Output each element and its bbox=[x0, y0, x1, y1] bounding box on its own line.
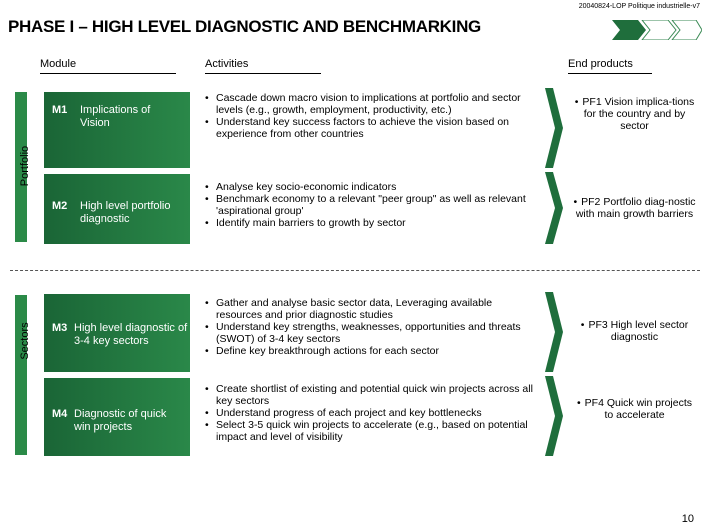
module-box-m1 bbox=[44, 90, 190, 168]
activity-item: • Identify main barriers to growth by sector bbox=[205, 217, 540, 229]
section-label-portfolio: Portfolio bbox=[19, 145, 31, 187]
header-module: Module bbox=[40, 58, 176, 74]
document-id: 20040824-LOP Politique industrielle-v7 bbox=[578, 3, 700, 10]
module-tag: M2 bbox=[52, 200, 68, 212]
activity-item: • Cascade down macro vision to implications at portfolio and sector levels (e.g., growth, employment, productivity, etc.) bbox=[205, 92, 540, 116]
header-activities: Activities bbox=[205, 58, 321, 74]
activities-list-m2 bbox=[205, 181, 540, 229]
activity-item: • Analyse key socio-economic indicators bbox=[205, 181, 540, 193]
activity-item: • Understand progress of each project and key bottlenecks bbox=[205, 407, 540, 419]
section-label-sectors: Sectors bbox=[19, 322, 31, 360]
module-box-m4 bbox=[44, 376, 190, 456]
arrow-right-icon bbox=[545, 88, 563, 168]
module-tag: M4 bbox=[52, 408, 68, 420]
arrow-right-icon bbox=[545, 172, 563, 244]
module-tag: M3 bbox=[52, 322, 68, 334]
activity-item: • Benchmark economy to a relevant "peer group" as well as relevant 'aspirational group' bbox=[205, 193, 540, 217]
end-product-text: PF3 High level sector diagnostic bbox=[588, 319, 689, 343]
activity-item: • Create shortlist of existing and potential quick win projects across all key sectors bbox=[205, 383, 540, 407]
end-product-pf1: • PF1 Vision implica-tions for the country and by sector bbox=[574, 96, 695, 132]
section-divider bbox=[10, 270, 700, 271]
activity-item: • Understand key strengths, weaknesses, opportunities and threats (SWOT) of 3-4 key sectors bbox=[205, 321, 540, 345]
end-product-pf4: • PF4 Quick win projects to accelerate bbox=[576, 397, 693, 421]
end-product-text: PF4 Quick win projects to accelerate bbox=[584, 397, 693, 421]
module-label: High level diagnostic of 3-4 key sectors bbox=[74, 322, 188, 347]
end-product-text: PF2 Portfolio diag-nostic with main growth barriers bbox=[575, 196, 696, 220]
activity-item: • Understand key success factors to achieve the vision based on experience from other countries bbox=[205, 116, 540, 140]
activities-list-m3 bbox=[205, 297, 540, 357]
module-box-m2 bbox=[44, 172, 190, 244]
end-product-text: PF1 Vision implica-tions for the country and by sector bbox=[582, 96, 695, 132]
chevron-progress-icon bbox=[612, 20, 702, 40]
activity-item: • Select 3-5 quick win projects to accelerate (e.g., based on potential impact and level of visibility bbox=[205, 419, 540, 443]
module-label: Diagnostic of quick win projects bbox=[74, 408, 167, 433]
arrow-right-icon bbox=[545, 376, 563, 456]
activity-item: • Define key breakthrough actions for each sector bbox=[205, 345, 540, 357]
page-title: PHASE I – HIGH LEVEL DIAGNOSTIC AND BENCHMARKING bbox=[8, 17, 481, 36]
arrow-right-icon bbox=[545, 292, 563, 372]
page-number: 10 bbox=[681, 513, 694, 525]
activities-list-m1 bbox=[205, 92, 540, 140]
module-label: Implications of Vision bbox=[80, 104, 151, 129]
module-box-m3 bbox=[44, 292, 190, 372]
end-product-pf2: • PF2 Portfolio diag-nostic with main growth barriers bbox=[573, 196, 696, 220]
activities-list-m4 bbox=[205, 383, 540, 443]
end-product-pf3: • PF3 High level sector diagnostic bbox=[580, 319, 689, 343]
header-end-products: End products bbox=[568, 58, 652, 74]
module-label: High level portfolio diagnostic bbox=[80, 200, 171, 225]
activity-item: • Gather and analyse basic sector data, Leveraging available resources and prior diagnostic studies bbox=[205, 297, 540, 321]
module-tag: M1 bbox=[52, 104, 68, 116]
